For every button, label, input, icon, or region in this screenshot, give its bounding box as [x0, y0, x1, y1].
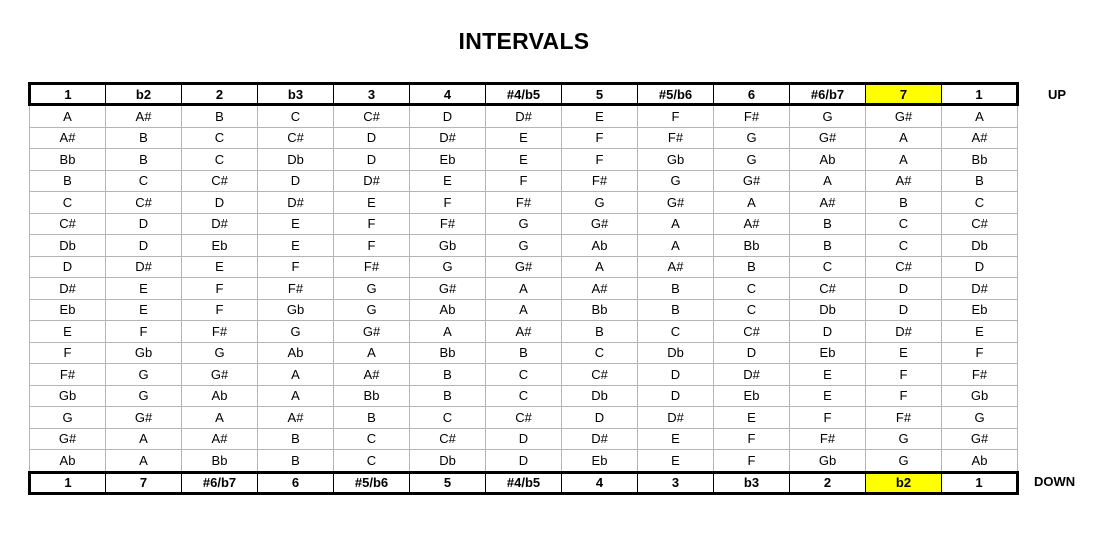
interval-header-cell: 4: [410, 84, 486, 105]
note-cell: Ab: [942, 450, 1018, 473]
note-cell: G: [790, 105, 866, 128]
note-cell: E: [182, 256, 258, 278]
note-cell: Ab: [562, 235, 638, 257]
note-cell: C: [866, 235, 942, 257]
note-cell: F: [866, 364, 942, 386]
note-cell: G: [486, 213, 562, 235]
note-cell: C: [638, 321, 714, 343]
note-cell: B: [334, 407, 410, 429]
note-cell: A: [790, 170, 866, 192]
note-cell: G: [714, 149, 790, 171]
up-label: UP: [1048, 87, 1067, 102]
note-row: [30, 149, 1018, 171]
note-cell: A: [258, 385, 334, 407]
note-cell: C#: [562, 364, 638, 386]
note-cell: D#: [106, 256, 182, 278]
note-cell: F: [562, 149, 638, 171]
note-cell: F#: [182, 321, 258, 343]
note-cell: A: [562, 256, 638, 278]
note-cell: Gb: [942, 385, 1018, 407]
note-cell: F: [486, 170, 562, 192]
note-cell: A#: [790, 192, 866, 214]
note-cell: G#: [866, 105, 942, 128]
note-cell: C#: [486, 407, 562, 429]
note-cell: C: [106, 170, 182, 192]
interval-header-cell: 4: [562, 472, 638, 493]
note-cell: Ab: [258, 342, 334, 364]
note-cell: D: [258, 170, 334, 192]
note-cell: A: [106, 428, 182, 450]
note-cell: Ab: [182, 385, 258, 407]
note-cell: F: [638, 105, 714, 128]
note-cell: D#: [486, 105, 562, 128]
note-cell: G#: [638, 192, 714, 214]
note-row: [30, 256, 1018, 278]
note-cell: E: [106, 278, 182, 300]
interval-header-cell: 7: [106, 472, 182, 493]
note-cell: Ab: [790, 149, 866, 171]
interval-header-cell: #5/b6: [638, 84, 714, 105]
note-cell: C#: [334, 105, 410, 128]
interval-header-cell: b2: [106, 84, 182, 105]
note-cell: F: [714, 428, 790, 450]
note-cell: C#: [30, 213, 106, 235]
note-cell: G#: [30, 428, 106, 450]
note-cell: B: [790, 213, 866, 235]
down-label: DOWN: [1034, 474, 1076, 489]
note-cell: A#: [866, 170, 942, 192]
note-cell: Db: [638, 342, 714, 364]
note-cell: C: [182, 127, 258, 149]
note-cell: B: [258, 450, 334, 473]
note-cell: Db: [30, 235, 106, 257]
note-cell: F#: [714, 105, 790, 128]
note-cell: F: [790, 407, 866, 429]
note-cell: G#: [182, 364, 258, 386]
note-cell: Bb: [714, 235, 790, 257]
note-cell: D: [942, 256, 1018, 278]
note-cell: Eb: [942, 299, 1018, 321]
note-cell: Bb: [334, 385, 410, 407]
note-cell: B: [106, 127, 182, 149]
note-row: [30, 321, 1018, 343]
note-cell: F: [562, 127, 638, 149]
note-cell: C: [942, 192, 1018, 214]
note-cell: C: [486, 364, 562, 386]
note-cell: D: [334, 149, 410, 171]
note-cell: G: [866, 450, 942, 473]
interval-header-cell: b3: [258, 84, 334, 105]
note-cell: Eb: [562, 450, 638, 473]
note-cell: Eb: [410, 149, 486, 171]
note-cell: E: [714, 407, 790, 429]
note-cell: G: [410, 256, 486, 278]
interval-header-cell: #4/b5: [486, 84, 562, 105]
interval-header-cell: 2: [790, 472, 866, 493]
note-cell: Db: [942, 235, 1018, 257]
note-cell: F#: [562, 170, 638, 192]
note-cell: Gb: [30, 385, 106, 407]
note-cell: D#: [866, 321, 942, 343]
note-cell: Gb: [638, 149, 714, 171]
note-cell: Bb: [562, 299, 638, 321]
note-cell: F: [866, 385, 942, 407]
note-cell: B: [638, 299, 714, 321]
note-row: [30, 407, 1018, 429]
note-cell: C#: [106, 192, 182, 214]
note-cell: C#: [866, 256, 942, 278]
note-cell: D#: [410, 127, 486, 149]
note-cell: Db: [258, 149, 334, 171]
note-cell: G#: [410, 278, 486, 300]
note-cell: D: [866, 299, 942, 321]
note-cell: B: [714, 256, 790, 278]
note-cell: D#: [30, 278, 106, 300]
down-interval-header-row: [30, 472, 1018, 493]
note-cell: F: [334, 235, 410, 257]
note-row: [30, 278, 1018, 300]
note-cell: B: [866, 192, 942, 214]
note-cell: F#: [334, 256, 410, 278]
interval-header-cell: b2: [866, 472, 942, 493]
note-cell: F: [182, 278, 258, 300]
note-cell: F: [106, 321, 182, 343]
note-cell: G: [486, 235, 562, 257]
note-cell: E: [258, 213, 334, 235]
interval-header-cell: 3: [334, 84, 410, 105]
note-cell: D#: [334, 170, 410, 192]
note-cell: Bb: [30, 149, 106, 171]
note-cell: A#: [30, 127, 106, 149]
note-cell: G#: [562, 213, 638, 235]
note-cell: D: [486, 428, 562, 450]
note-cell: B: [258, 428, 334, 450]
note-cell: B: [790, 235, 866, 257]
note-cell: F: [942, 342, 1018, 364]
note-cell: A: [30, 105, 106, 128]
note-cell: D#: [562, 428, 638, 450]
note-cell: G#: [106, 407, 182, 429]
note-cell: A: [866, 149, 942, 171]
note-cell: G: [942, 407, 1018, 429]
note-cell: F: [714, 450, 790, 473]
note-cell: C: [562, 342, 638, 364]
note-cell: B: [486, 342, 562, 364]
note-cell: E: [562, 105, 638, 128]
note-cell: Bb: [182, 450, 258, 473]
interval-header-cell: b3: [714, 472, 790, 493]
note-cell: B: [182, 105, 258, 128]
note-cell: D: [790, 321, 866, 343]
note-cell: F#: [866, 407, 942, 429]
note-cell: D: [714, 342, 790, 364]
note-cell: C: [486, 385, 562, 407]
note-cell: F#: [486, 192, 562, 214]
note-cell: A: [486, 299, 562, 321]
note-cell: F: [410, 192, 486, 214]
note-cell: C: [410, 407, 486, 429]
note-cell: D: [334, 127, 410, 149]
note-cell: A#: [182, 428, 258, 450]
note-cell: G#: [790, 127, 866, 149]
note-cell: G: [562, 192, 638, 214]
note-cell: D: [106, 235, 182, 257]
note-cell: E: [790, 364, 866, 386]
note-cell: A: [714, 192, 790, 214]
note-cell: A#: [942, 127, 1018, 149]
interval-header-cell: 1: [30, 472, 106, 493]
note-row: [30, 213, 1018, 235]
note-cell: A: [866, 127, 942, 149]
note-cell: A: [638, 235, 714, 257]
note-cell: Gb: [410, 235, 486, 257]
note-cell: C#: [942, 213, 1018, 235]
note-cell: E: [790, 385, 866, 407]
note-cell: C: [30, 192, 106, 214]
note-cell: C: [334, 428, 410, 450]
note-cell: B: [562, 321, 638, 343]
note-cell: F: [334, 213, 410, 235]
note-cell: A#: [562, 278, 638, 300]
note-cell: Bb: [942, 149, 1018, 171]
note-cell: D#: [638, 407, 714, 429]
note-cell: B: [942, 170, 1018, 192]
note-cell: Eb: [714, 385, 790, 407]
note-cell: D: [866, 278, 942, 300]
note-cell: C#: [258, 127, 334, 149]
note-cell: C#: [182, 170, 258, 192]
interval-header-cell: 6: [258, 472, 334, 493]
note-cell: C#: [714, 321, 790, 343]
note-cell: A: [638, 213, 714, 235]
note-cell: G: [714, 127, 790, 149]
note-cell: A: [334, 342, 410, 364]
note-cell: B: [410, 385, 486, 407]
note-cell: D: [106, 213, 182, 235]
note-cell: G: [334, 299, 410, 321]
note-cell: A#: [714, 213, 790, 235]
note-cell: A: [486, 278, 562, 300]
note-cell: Gb: [106, 342, 182, 364]
note-cell: F#: [942, 364, 1018, 386]
note-cell: C: [334, 450, 410, 473]
note-cell: A: [106, 450, 182, 473]
interval-header-cell: 1: [942, 472, 1018, 493]
note-cell: Gb: [790, 450, 866, 473]
intervals-table: [28, 82, 1019, 495]
interval-header-cell: 6: [714, 84, 790, 105]
note-cell: Gb: [258, 299, 334, 321]
interval-header-cell: 3: [638, 472, 714, 493]
note-cell: E: [638, 428, 714, 450]
note-row: [30, 170, 1018, 192]
note-cell: A#: [638, 256, 714, 278]
note-cell: G: [182, 342, 258, 364]
note-cell: D: [410, 105, 486, 128]
intervals-table-body: [30, 84, 1018, 494]
note-cell: Eb: [30, 299, 106, 321]
note-cell: B: [638, 278, 714, 300]
note-cell: A#: [258, 407, 334, 429]
note-cell: D: [562, 407, 638, 429]
note-cell: C: [714, 299, 790, 321]
note-cell: C: [258, 105, 334, 128]
note-cell: C#: [790, 278, 866, 300]
note-cell: Ab: [30, 450, 106, 473]
note-cell: C: [790, 256, 866, 278]
note-cell: G#: [334, 321, 410, 343]
note-cell: F#: [638, 127, 714, 149]
note-cell: G: [334, 278, 410, 300]
note-cell: A: [258, 364, 334, 386]
note-cell: G: [106, 364, 182, 386]
note-cell: E: [410, 170, 486, 192]
interval-header-cell: #6/b7: [182, 472, 258, 493]
note-cell: F: [30, 342, 106, 364]
note-cell: E: [942, 321, 1018, 343]
note-cell: Eb: [182, 235, 258, 257]
note-cell: G#: [942, 428, 1018, 450]
note-row: [30, 342, 1018, 364]
interval-header-cell: 5: [410, 472, 486, 493]
up-interval-header-row: [30, 84, 1018, 105]
note-row: [30, 192, 1018, 214]
note-cell: G: [106, 385, 182, 407]
note-cell: B: [410, 364, 486, 386]
note-cell: E: [106, 299, 182, 321]
note-cell: E: [30, 321, 106, 343]
note-cell: G: [866, 428, 942, 450]
note-cell: D: [638, 364, 714, 386]
note-cell: F#: [30, 364, 106, 386]
interval-header-cell: #5/b6: [334, 472, 410, 493]
note-cell: G#: [714, 170, 790, 192]
note-cell: D: [638, 385, 714, 407]
note-cell: B: [106, 149, 182, 171]
note-cell: D: [486, 450, 562, 473]
note-cell: G: [30, 407, 106, 429]
note-cell: D#: [942, 278, 1018, 300]
interval-header-cell: #4/b5: [486, 472, 562, 493]
note-cell: E: [638, 450, 714, 473]
note-row: [30, 299, 1018, 321]
note-cell: E: [334, 192, 410, 214]
note-cell: A: [182, 407, 258, 429]
note-cell: G: [638, 170, 714, 192]
note-row: [30, 127, 1018, 149]
interval-header-cell: #6/b7: [790, 84, 866, 105]
note-cell: Eb: [790, 342, 866, 364]
note-cell: G#: [486, 256, 562, 278]
note-cell: Db: [410, 450, 486, 473]
note-row: [30, 235, 1018, 257]
note-cell: Bb: [410, 342, 486, 364]
note-row: [30, 364, 1018, 386]
note-cell: F#: [258, 278, 334, 300]
note-cell: A#: [334, 364, 410, 386]
note-cell: A#: [486, 321, 562, 343]
note-cell: Ab: [410, 299, 486, 321]
note-cell: C#: [410, 428, 486, 450]
note-cell: D#: [258, 192, 334, 214]
note-cell: F: [182, 299, 258, 321]
note-row: [30, 428, 1018, 450]
note-cell: E: [486, 149, 562, 171]
note-cell: D#: [714, 364, 790, 386]
note-cell: Db: [790, 299, 866, 321]
page-title: INTERVALS: [458, 28, 590, 54]
note-cell: E: [866, 342, 942, 364]
note-row: [30, 450, 1018, 473]
interval-header-cell: 7: [866, 84, 942, 105]
note-cell: Db: [562, 385, 638, 407]
note-cell: E: [486, 127, 562, 149]
note-cell: E: [258, 235, 334, 257]
note-cell: D#: [182, 213, 258, 235]
interval-header-cell: 5: [562, 84, 638, 105]
interval-header-cell: 2: [182, 84, 258, 105]
note-row: [30, 105, 1018, 128]
note-cell: F: [258, 256, 334, 278]
note-cell: F#: [410, 213, 486, 235]
note-cell: D: [30, 256, 106, 278]
note-cell: G: [258, 321, 334, 343]
note-cell: D: [182, 192, 258, 214]
note-cell: C: [866, 213, 942, 235]
note-row: [30, 385, 1018, 407]
note-cell: C: [182, 149, 258, 171]
interval-header-cell: 1: [30, 84, 106, 105]
note-cell: A: [410, 321, 486, 343]
note-cell: B: [30, 170, 106, 192]
interval-header-cell: 1: [942, 84, 1018, 105]
note-cell: F#: [790, 428, 866, 450]
note-cell: C: [714, 278, 790, 300]
note-cell: A#: [106, 105, 182, 128]
note-cell: A: [942, 105, 1018, 128]
